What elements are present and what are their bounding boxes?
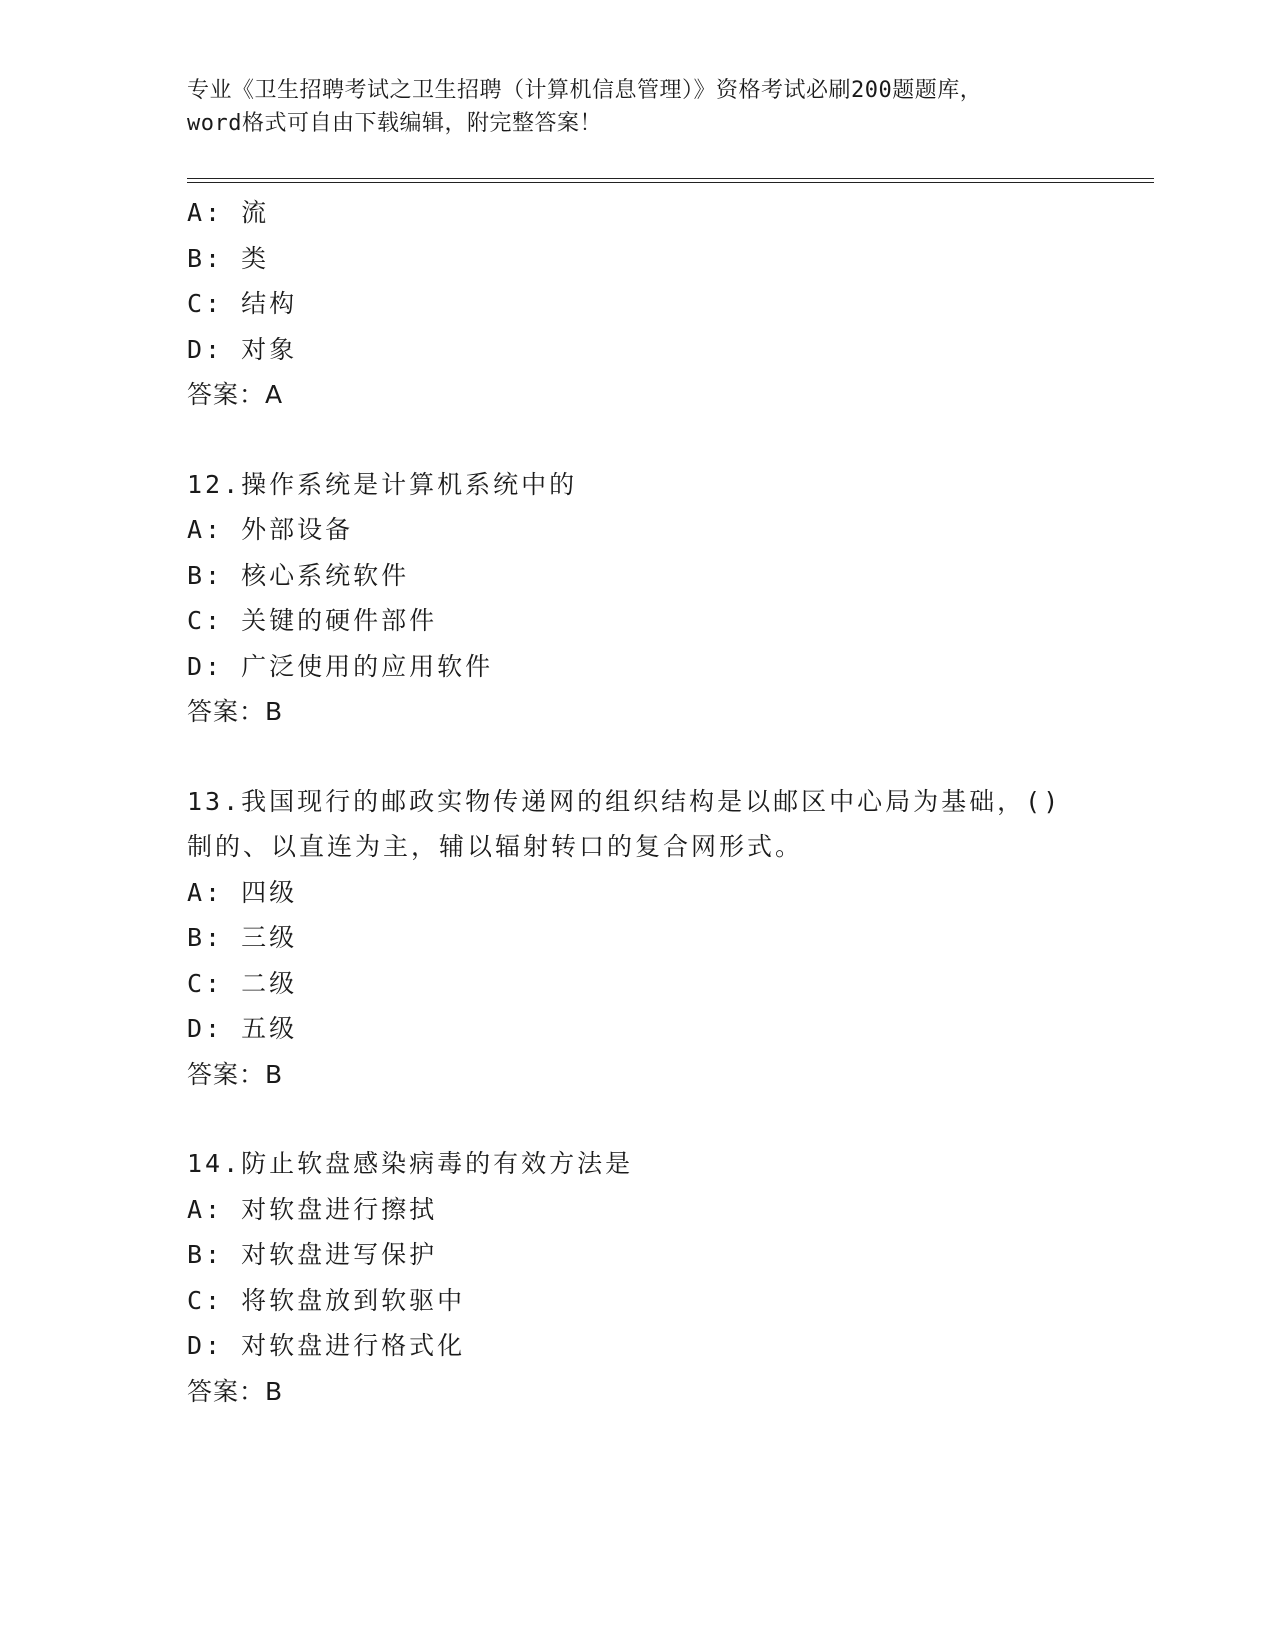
document-header [187, 74, 1087, 140]
option-c: C: 将软盘放到软驱中 [187, 1285, 466, 1315]
answer-line: 答案：B [187, 1059, 284, 1089]
answer-line: 答案：B [187, 697, 284, 726]
option-a: A: 流 [187, 198, 270, 227]
header-line-1: 专业《卫生招聘考试之卫生招聘（计算机信息管理）》资格考试必刷200题题库， [187, 78, 983, 103]
block-spacer [187, 735, 1087, 779]
header-line-2: word格式可自由下载编辑，附完整答案！ [187, 111, 602, 136]
option-a: A: 外部设备 [187, 515, 354, 544]
option-d: D: 五级 [187, 1014, 298, 1043]
option-c: C: 关键的硬件部件 [187, 606, 438, 635]
question-block [187, 190, 1087, 418]
option-b: B: 类 [187, 243, 270, 273]
question-block [187, 462, 1087, 735]
question-text: 12.操作系统是计算机系统中的 [187, 469, 578, 499]
block-spacer [187, 1097, 1087, 1141]
question-block [187, 1141, 1087, 1414]
option-d: D: 广泛使用的应用软件 [187, 651, 494, 681]
option-c: C: 二级 [187, 968, 298, 998]
option-c: C: 结构 [187, 289, 298, 318]
option-d: D: 对象 [187, 334, 298, 364]
answer-line: 答案：B [187, 1376, 284, 1406]
option-b: B: 三级 [187, 923, 298, 952]
question-list [187, 190, 1087, 1414]
option-b: B: 对软盘进写保护 [187, 1240, 438, 1269]
question-block [187, 779, 1087, 1098]
option-a: A: 对软盘进行擦拭 [187, 1194, 438, 1224]
block-spacer [187, 418, 1087, 462]
question-text: 13.我国现行的邮政实物传递网的组织结构是以邮区中心局为基础，() [187, 786, 1062, 816]
option-d: D: 对软盘进行格式化 [187, 1331, 466, 1360]
question-text: 14.防止软盘感染病毒的有效方法是 [187, 1149, 634, 1178]
option-b: B: 核心系统软件 [187, 560, 410, 590]
header-divider-top [187, 178, 1154, 179]
answer-line: 答案：A [187, 380, 284, 409]
option-a: A: 四级 [187, 877, 298, 907]
question-text-continued: 制的、以直连为主，辅以辐射转口的复合网形式。 [187, 832, 804, 861]
header-divider-bottom [187, 182, 1154, 183]
